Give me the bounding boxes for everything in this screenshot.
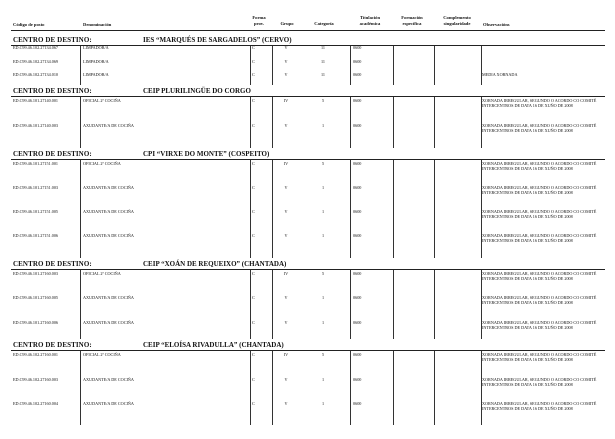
column-divider: [434, 46, 435, 85]
table-row-categoria: 1: [321, 320, 325, 325]
table-row-observacions: MEDIA XORNADA: [482, 72, 518, 77]
table-row-forma: C: [252, 233, 255, 238]
table-row-denominacion: AXUDANTE/A DE COCIÑA: [83, 123, 134, 128]
section-name: IES “MARQUÉS DE SARGADELOS” (CERVO): [143, 36, 292, 44]
column-divider: [272, 270, 273, 339]
table-row-titulacion: 0600: [353, 233, 362, 238]
table-row-forma: C: [252, 161, 255, 166]
table-row-grupo: IV: [283, 98, 289, 103]
column-divider: [80, 160, 81, 258]
table-row-grupo: V: [284, 45, 288, 50]
table-row-categoria: 1: [321, 401, 325, 406]
table-row-titulacion: 0600: [353, 320, 362, 325]
column-divider: [393, 160, 394, 258]
column-divider: [250, 97, 251, 148]
table-row-grupo: IV: [283, 271, 289, 276]
table-row-titulacion: 0600: [353, 123, 362, 128]
header-denominacion: Denominación: [83, 22, 112, 27]
table-row-forma: C: [252, 377, 255, 382]
column-divider: [350, 46, 351, 85]
section-title: CENTRO DE DESTINO:: [13, 341, 92, 349]
column-divider: [350, 351, 351, 425]
table-row-observacions: XORNADA IRREGULAR, SEGUNDO O ACORDO CO COMITÉ INTERCENTROS DE DATA 16 DE XUÑO DE 2008: [482, 401, 597, 411]
table-row-forma: C: [252, 98, 255, 103]
table-row-denominacion: OFICIAL 2ª COCIÑA: [83, 161, 121, 166]
column-divider: [80, 97, 81, 148]
column-divider: [434, 97, 435, 148]
column-divider: [350, 160, 351, 258]
column-divider: [434, 270, 435, 339]
column-divider: [250, 46, 251, 85]
section-name: CPI “VIRXE DO MONTE” (COSPEITO): [143, 150, 270, 158]
table-row-observacions: XORNADA IRREGULAR, SEGUNDO O ACORDO CO COMITÉ INTERCENTROS DE DATA 16 DE XUÑO DE 2008: [482, 161, 597, 171]
table-row-denominacion: OFICIAL 2ª COCIÑA: [83, 98, 121, 103]
table-row-grupo: IV: [283, 161, 289, 166]
section-rule: [11, 159, 605, 160]
header-categoria: Categoría: [314, 21, 334, 26]
column-divider: [80, 351, 81, 425]
table-row-denominacion: AXUDANTE/A DE COCIÑA: [83, 209, 134, 214]
table-row-forma: C: [252, 45, 255, 50]
column-divider: [272, 351, 273, 425]
column-divider: [250, 160, 251, 258]
table-row-categoria: 11: [320, 59, 326, 64]
table-row-observacions: XORNADA IRREGULAR, SEGUNDO O ACORDO CO COMITÉ INTERCENTROS DE DATA 16 DE XUÑO DE 2008: [482, 185, 597, 195]
table-row-forma: C: [252, 185, 255, 190]
table-row-grupo: IV: [283, 352, 289, 357]
table-row-titulacion: 0600: [353, 401, 362, 406]
table-row-observacions: XORNADA IRREGULAR, SEGUNDO O ACORDO CO COMITÉ INTERCENTROS DE DATA 16 DE XUÑO DE 2008: [482, 352, 597, 362]
section-title: CENTRO DE DESTINO:: [13, 36, 92, 44]
table-row-categoria: 1: [321, 233, 325, 238]
table-row-titulacion: 0600: [353, 161, 362, 166]
table-row-forma: C: [252, 401, 255, 406]
table-row-forma: C: [252, 59, 255, 64]
column-divider: [272, 97, 273, 148]
header-formacion-2: específica: [402, 21, 422, 26]
table-row-observacions: XORNADA IRREGULAR, SEGUNDO O ACORDO CO COMITÉ INTERCENTROS DE DATA 16 DE XUÑO DE 2008: [482, 233, 597, 243]
table-row-titulacion: 0600: [353, 59, 362, 64]
table-row-observacions: XORNADA IRREGULAR, SEGUNDO O ACORDO CO COMITÉ INTERCENTROS DE DATA 16 DE XUÑO DE 2008: [482, 295, 597, 305]
table-row-categoria: 5: [321, 98, 325, 103]
table-row-denominacion: AXUDANTE/A DE COCIÑA: [83, 401, 134, 406]
table-row-observacions: XORNADA IRREGULAR, SEGUNDO O ACORDO CO COMITÉ INTERCENTROS DE DATA 16 DE XUÑO DE 2008: [482, 123, 597, 133]
table-row-titulacion: 0600: [353, 352, 362, 357]
section-name: CEIP PLURILINGÜE DO CORGO: [143, 87, 251, 95]
column-divider: [434, 351, 435, 425]
table-row-code: ED.C99.46.102.27134.069: [13, 59, 59, 64]
table-row-denominacion: LIMPADOR/A: [83, 59, 109, 64]
header-observacions: Observacións: [483, 22, 510, 27]
table-row-observacions: XORNADA IRREGULAR, SEGUNDO O ACORDO CO COMITÉ INTERCENTROS DE DATA 16 DE XUÑO DE 2008: [482, 271, 597, 281]
header-prov: prov.: [254, 21, 264, 26]
table-row-denominacion: AXUDANTE/A DE COCIÑA: [83, 295, 134, 300]
table-row-code: ED.C99.46.102.27134.010: [13, 72, 59, 77]
section-title: CENTRO DE DESTINO:: [13, 150, 92, 158]
table-row-grupo: V: [284, 185, 288, 190]
table-row-observacions: XORNADA IRREGULAR, SEGUNDO O ACORDO CO COMITÉ INTERCENTROS DE DATA 16 DE XUÑO DE 2008: [482, 320, 597, 330]
header-rule: [11, 30, 605, 31]
table-row-categoria: 5: [321, 352, 325, 357]
table-row-grupo: V: [284, 295, 288, 300]
table-row-grupo: V: [284, 123, 288, 128]
table-row-grupo: V: [284, 320, 288, 325]
table-row-titulacion: 0600: [353, 185, 362, 190]
column-divider: [434, 160, 435, 258]
header-forma: Forma: [252, 15, 266, 20]
table-row-denominacion: AXUDANTE/A DE COCIÑA: [83, 377, 134, 382]
table-row-code: ED.C99.46.102.27134.067: [13, 45, 59, 50]
table-row-forma: C: [252, 123, 255, 128]
header-complemento-2: singularidade: [443, 21, 471, 26]
column-divider: [272, 46, 273, 85]
section-rule: [11, 269, 605, 270]
table-row-code: ED.C99.46.101.27151.006: [13, 233, 59, 238]
table-row-forma: C: [252, 352, 255, 357]
table-row-titulacion: 0600: [353, 72, 362, 77]
column-divider: [393, 46, 394, 85]
table-row-code: ED.C99.46.101.27140.001: [13, 98, 59, 103]
column-divider: [350, 97, 351, 148]
table-row-grupo: V: [284, 59, 288, 64]
table-row-categoria: 1: [321, 123, 325, 128]
section-rule: [11, 350, 605, 351]
table-row-observacions: XORNADA IRREGULAR, SEGUNDO O ACORDO CO COMITÉ INTERCENTROS DE DATA 16 DE XUÑO DE 2008: [482, 209, 597, 219]
table-row-titulacion: 0600: [353, 271, 362, 276]
header-code: Código de posto: [13, 22, 45, 27]
table-row-code: ED.C99.46.101.27151.001: [13, 161, 59, 166]
header-grupo: Grupo: [280, 21, 294, 26]
table-row-grupo: V: [284, 209, 288, 214]
table-row-titulacion: 0600: [353, 98, 362, 103]
table-row-observacions: XORNADA IRREGULAR, SEGUNDO O ACORDO CO COMITÉ INTERCENTROS DE DATA 16 DE XUÑO DE 2008: [482, 98, 597, 108]
table-row-denominacion: LIMPADOR/A: [83, 45, 109, 50]
table-row-forma: C: [252, 209, 255, 214]
table-row-denominacion: OFICIAL 2ª COCIÑA: [83, 352, 121, 357]
column-divider: [250, 351, 251, 425]
column-divider: [80, 270, 81, 339]
table-row-categoria: 11: [320, 72, 326, 77]
header-titulacion-2: académica: [359, 21, 381, 26]
table-row-categoria: 11: [320, 45, 326, 50]
table-row-denominacion: AXUDANTE/A DE COCIÑA: [83, 185, 134, 190]
table-row-grupo: V: [284, 401, 288, 406]
table-row-categoria: 1: [321, 295, 325, 300]
column-divider: [350, 270, 351, 339]
table-row-titulacion: 0600: [353, 209, 362, 214]
column-divider: [481, 46, 482, 85]
section-name: CEIP “XOÁN DE REQUEIXO” (CHANTADA): [143, 260, 287, 268]
section-name: CEIP “ELOÍSA RIVADULLA” (CHANTADA): [143, 341, 284, 349]
table-row-code: ED.C99.46.101.27151.005: [13, 209, 59, 214]
table-row-forma: C: [252, 271, 255, 276]
table-row-grupo: V: [284, 377, 288, 382]
table-row-forma: C: [252, 320, 255, 325]
column-divider: [250, 270, 251, 339]
column-divider: [393, 97, 394, 148]
table-row-observacions: XORNADA IRREGULAR, SEGUNDO O ACORDO CO COMITÉ INTERCENTROS DE DATA 16 DE XUÑO DE 2008: [482, 377, 597, 387]
table-row-titulacion: 0600: [353, 45, 362, 50]
table-row-grupo: V: [284, 72, 288, 77]
table-row-categoria: 5: [321, 161, 325, 166]
table-row-code: ED.C99.46.102.27160.003: [13, 377, 59, 382]
section-rule: [11, 96, 605, 97]
column-divider: [80, 46, 81, 85]
section-title: CENTRO DE DESTINO:: [13, 260, 92, 268]
table-row-code: ED.C99.46.102.27160.004: [13, 401, 59, 406]
column-divider: [393, 351, 394, 425]
table-row-categoria: 1: [321, 377, 325, 382]
table-row-code: ED.C99.46.101.27151.003: [13, 185, 59, 190]
table-row-denominacion: AXUDANTE/A DE COCIÑA: [83, 233, 134, 238]
table-row-code: ED.C99.46.101.27160.006: [13, 320, 59, 325]
header-complemento: Complemento: [443, 15, 471, 20]
table-row-code: ED.C99.46.101.27140.003: [13, 123, 59, 128]
table-row-titulacion: 0600: [353, 377, 362, 382]
table-row-categoria: 1: [321, 185, 325, 190]
table-row-code: ED.C99.46.102.27160.001: [13, 352, 59, 357]
header-formacion: Formación: [401, 15, 423, 20]
table-row-titulacion: 0600: [353, 295, 362, 300]
header-titulacion: Titulación: [359, 15, 381, 20]
table-row-grupo: V: [284, 233, 288, 238]
table-row-code: ED.C99.46.101.27160.005: [13, 295, 59, 300]
section-title: CENTRO DE DESTINO:: [13, 87, 92, 95]
table-row-forma: C: [252, 295, 255, 300]
table-row-categoria: 1: [321, 209, 325, 214]
table-row-forma: C: [252, 72, 255, 77]
table-row-denominacion: LIMPADOR/A: [83, 72, 109, 77]
table-row-code: ED.C99.46.101.27160.003: [13, 271, 59, 276]
column-divider: [393, 270, 394, 339]
table-row-categoria: 5: [321, 271, 325, 276]
table-row-denominacion: OFICIAL 2ª COCIÑA: [83, 271, 121, 276]
table-row-denominacion: AXUDANTE/A DE COCIÑA: [83, 320, 134, 325]
column-divider: [272, 160, 273, 258]
